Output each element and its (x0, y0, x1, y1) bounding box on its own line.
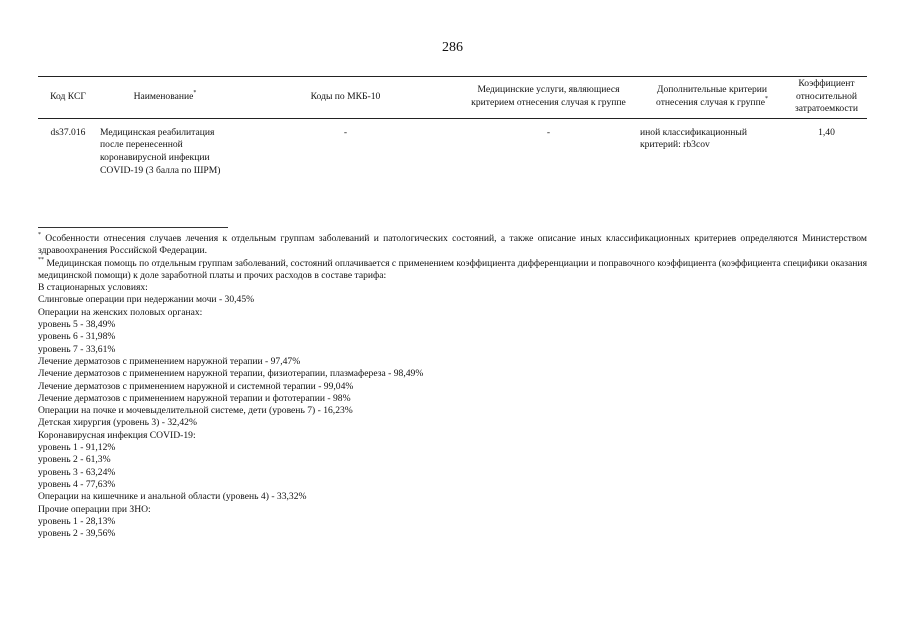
cell-services: - (546, 126, 551, 138)
cell-coefficient: 1,40 (818, 126, 835, 138)
cell-additional: иной классификационный критерий: rb3cov (640, 126, 747, 151)
footnote-1: * Особенности отнесения случаев лечения к отдельным группам заболеваний и патологических состояний, а также описание иных классификационных критериев определяются Министерством здравоохранения Российской Федерации. (38, 232, 867, 257)
list-item: уровень 7 - 33,61% (38, 343, 116, 355)
cell-code: ds37.016 (50, 126, 86, 138)
footnote-mark: * (38, 232, 41, 238)
table-header-row (38, 77, 867, 119)
list-item: Операции на кишечнике и анальной области (уровень 4) - 33,32% (38, 491, 307, 503)
list-item: Слинговые операции при недержании мочи - 30,45% (38, 294, 255, 306)
list-item: Детская хирургия (уровень 3) - 32,42% (38, 417, 197, 429)
list-item: уровень 2 - 39,56% (38, 528, 116, 540)
header-mkb: Коды по МКБ-10 (232, 77, 459, 119)
list-item: Операции на женских половых органах: (38, 306, 203, 318)
footnote-mark: ** (38, 256, 44, 263)
header-coefficient: Коэффициент относительной затратоемкости (786, 77, 867, 119)
footnote-2: ** Медицинская помощь по отдельным группам заболеваний, состояний оплачивается с применением коэффициента дифференциации и поправочного коэффициента (коэффициента специфики оказания медицинской помощи) к доле заработной платы и прочих расходов в составе тарифа: (38, 256, 867, 281)
header-additional: Дополнительные критерии отнесения случая к группе* (638, 77, 786, 119)
cell-mkb: - (343, 126, 348, 138)
header-code: Код КСГ (38, 77, 98, 119)
list-item: Лечение дерматозов с применением наружной и системной терапии - 99,04% (38, 380, 354, 392)
list-item: Лечение дерматозов с применением наружной терапии - 97,47% (38, 355, 301, 367)
footnote-separator (38, 227, 228, 228)
list-item: уровень 1 - 91,12% (38, 442, 116, 454)
table-row (38, 118, 867, 177)
list-item: уровень 1 - 28,13% (38, 515, 116, 527)
list-item: уровень 2 - 61,3% (38, 454, 111, 466)
footnote-mark: * (193, 89, 197, 96)
list-item: уровень 3 - 63,24% (38, 466, 116, 478)
list-item: Лечение дерматозов с применением наружной терапии, физиотерапии, плазмафереза - 98,49% (38, 368, 424, 380)
list-item: Лечение дерматозов с применением наружной терапии и фототерапии - 98% (38, 392, 351, 404)
footnote-list (38, 282, 867, 540)
list-item: Коронавирусная инфекция COVID-19: (38, 429, 196, 441)
list-item: уровень 4 - 77,63% (38, 478, 116, 490)
ksg-table (38, 76, 867, 177)
list-item: уровень 6 - 31,98% (38, 331, 116, 343)
list-item: уровень 5 - 38,49% (38, 319, 116, 331)
list-item: В стационарных условиях: (38, 282, 148, 294)
header-name: Наименование* (98, 77, 232, 119)
header-services: Медицинские услуги, являющиеся критерием отнесения случая к группе (459, 77, 638, 119)
footnote-mark: * (764, 95, 768, 102)
footnotes (38, 233, 867, 540)
page-number: 286 (442, 40, 463, 55)
list-item: Операции на почке и мочевыделительной системе, дети (уровень 7) - 16,23% (38, 405, 353, 417)
cell-name: Медицинская реабилитация после перенесенной коронавирусной инфекции COVID-19 (3 балла по ШРМ) (100, 126, 221, 176)
list-item: Прочие операции при ЗНО: (38, 503, 151, 515)
